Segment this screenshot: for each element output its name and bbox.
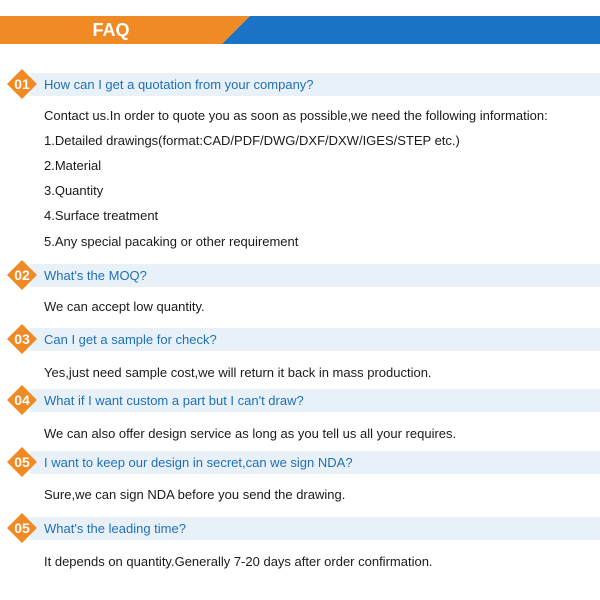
answer-line: We can accept low quantity. xyxy=(44,299,205,314)
badge-number: 01 xyxy=(14,76,30,92)
number-badge xyxy=(6,68,38,100)
answer-line: 2.Material xyxy=(44,158,102,173)
question-text: What if I want custom a part but I can't draw? xyxy=(44,393,304,408)
answer-line: Sure,we can sign NDA before you send the drawing. xyxy=(44,487,346,502)
number-badge xyxy=(6,259,38,291)
number-badge xyxy=(6,384,38,416)
answer-line: 1.Detailed drawings(format:CAD/PDF/DWG/DXF/DXW/IGES/STEP etc.) xyxy=(44,133,460,148)
badge-number: 05 xyxy=(14,520,30,536)
number-badge xyxy=(6,323,38,355)
question-text: What's the leading time? xyxy=(44,521,186,536)
faq-banner xyxy=(0,16,600,44)
badge-number: 05 xyxy=(14,454,30,470)
number-badge xyxy=(6,446,38,478)
badge-number: 03 xyxy=(14,331,30,347)
question-text: Can I get a sample for check? xyxy=(44,332,217,347)
answer-line: 5.Any special pacaking or other requirement xyxy=(44,234,299,249)
answer-line: Yes,just need sample cost,we will return it back in mass production. xyxy=(44,365,432,380)
answer-line: We can also offer design service as long as you tell us all your requires. xyxy=(44,426,457,441)
number-badge xyxy=(6,512,38,544)
answer-line: Contact us.In order to quote you as soon as possible,we need the following information: xyxy=(44,108,548,123)
answer-line: 3.Quantity xyxy=(44,183,104,198)
badge-number: 04 xyxy=(14,392,30,408)
page-title: FAQ xyxy=(92,20,130,40)
badge-number: 02 xyxy=(14,267,30,283)
question-text: I want to keep our design in secret,can we sign NDA? xyxy=(44,455,353,470)
question-text: What's the MOQ? xyxy=(44,268,147,283)
question-text: How can I get a quotation from your company? xyxy=(44,77,314,92)
answer-line: 4.Surface treatment xyxy=(44,208,159,223)
answer-line: It depends on quantity.Generally 7-20 days after order confirmation. xyxy=(44,554,433,569)
